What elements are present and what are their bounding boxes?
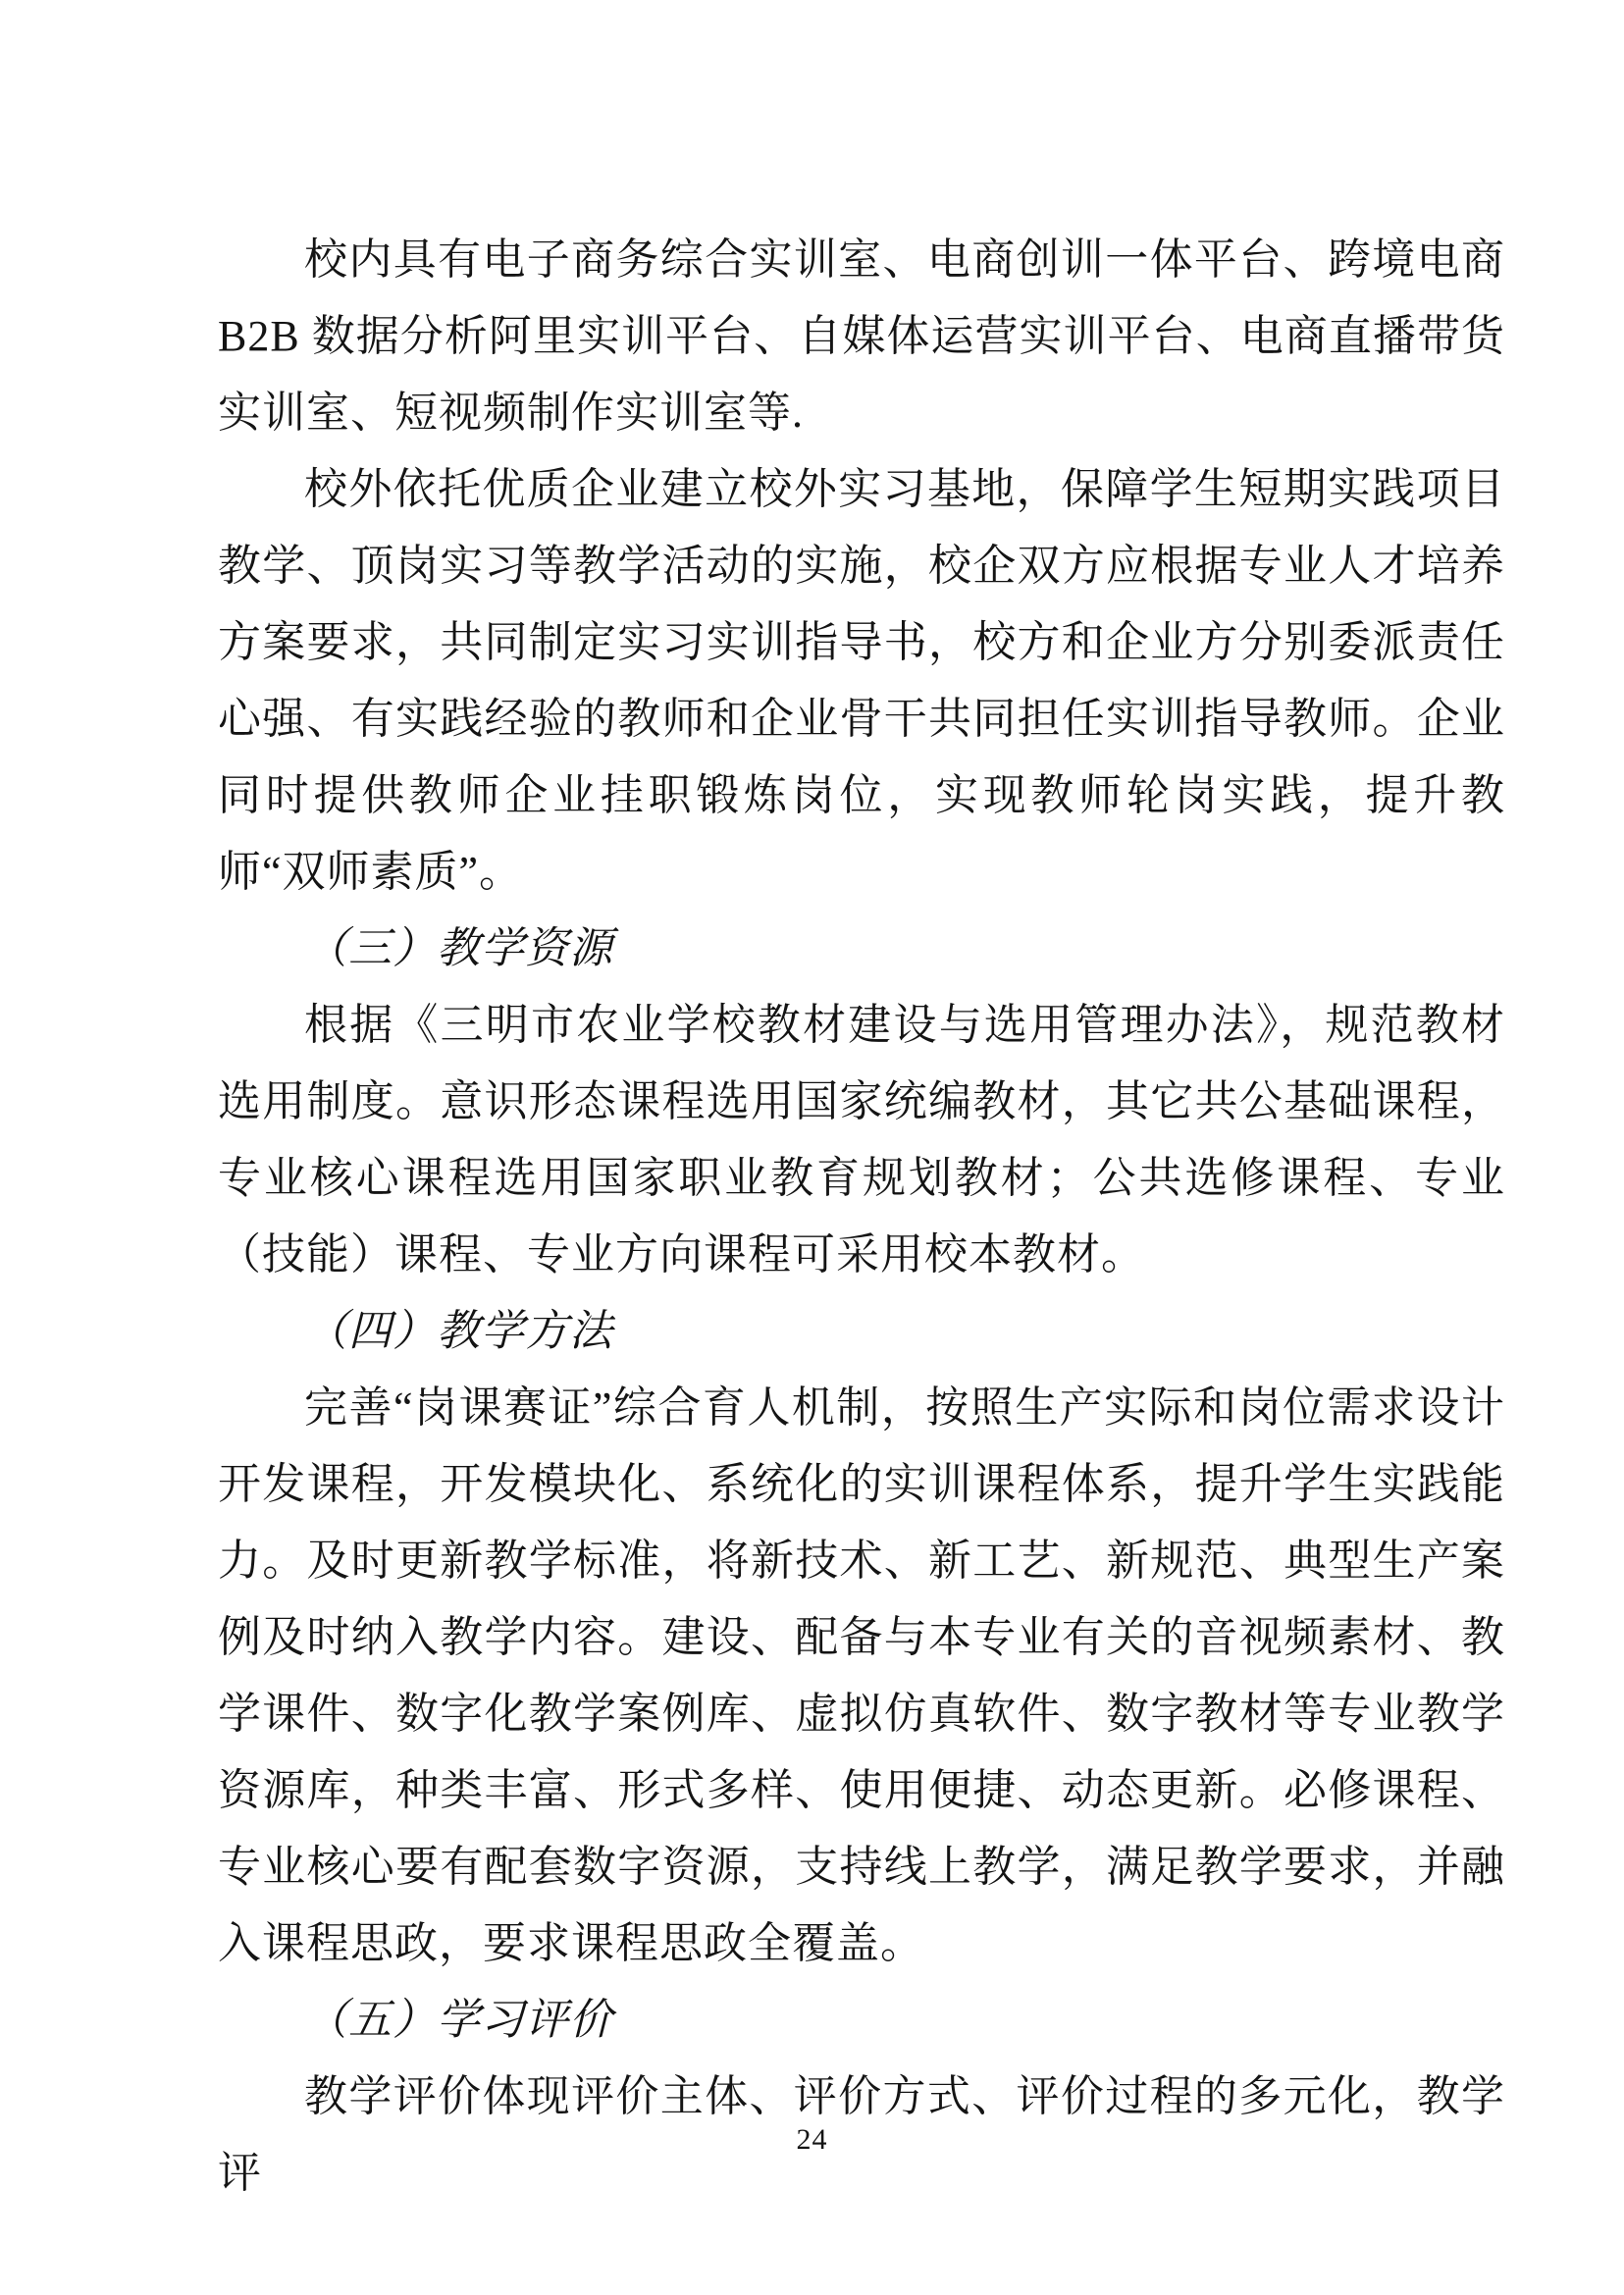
page-number: 24 xyxy=(796,2123,828,2156)
section-heading: （五）学习评价 xyxy=(304,1996,613,2044)
page-footer xyxy=(0,2123,1624,2157)
document-body xyxy=(218,222,1505,2212)
paragraph: 教学评价体现评价主体、评价方式、评价过程的多元化，教学评 xyxy=(218,2072,1505,2197)
section-heading: （三）教学资源 xyxy=(304,924,613,972)
paragraph: 根据《三明市农业学校教材建设与选用管理办法》，规范教材选用制度。意识形态课程选用国家统编教材，其它共公基础课程，专业核心课程选用国家职业教育规划教材；公共选修课程、专业（技能）课程、专业方向课程可采用校本教材。 xyxy=(218,1001,1505,1278)
paragraph: 校外依托优质企业建立校外实习基地，保障学生短期实践项目教学、顶岗实习等教学活动的实施，校企双方应根据专业人才培养方案要求，共同制定实习实训指导书，校方和企业方分别委派责任心强、有实践经验的教师和企业骨干共同担任实训指导教师。企业同时提供教师企业挂职锻炼岗位，实现教师轮岗实践，提升教师“双师素质”。 xyxy=(218,465,1505,896)
paragraph: 完善“岗课赛证”综合育人机制，按照生产实际和岗位需求设计开发课程，开发模块化、系统化的实训课程体系，提升学生实践能力。及时更新教学标准，将新技术、新工艺、新规范、典型生产案例及时纳入教学内容。建设、配备与本专业有关的音视频素材、教学课件、数字化教学案例库、虚拟仿真软件、数字教材等专业教学资源库，种类丰富、形式多样、使用便捷、动态更新。必修课程、专业核心要有配套数字资源，支持线上教学，满足教学要求，并融入课程思政，要求课程思政全覆盖。 xyxy=(218,1383,1505,1967)
paragraph: 校内具有电子商务综合实训室、电商创训一体平台、跨境电商B2B 数据分析阿里实训平台、自媒体运营实训平台、电商直播带货实训室、短视频制作实训室等. xyxy=(218,235,1505,437)
section-heading: （四）教学方法 xyxy=(304,1307,613,1355)
